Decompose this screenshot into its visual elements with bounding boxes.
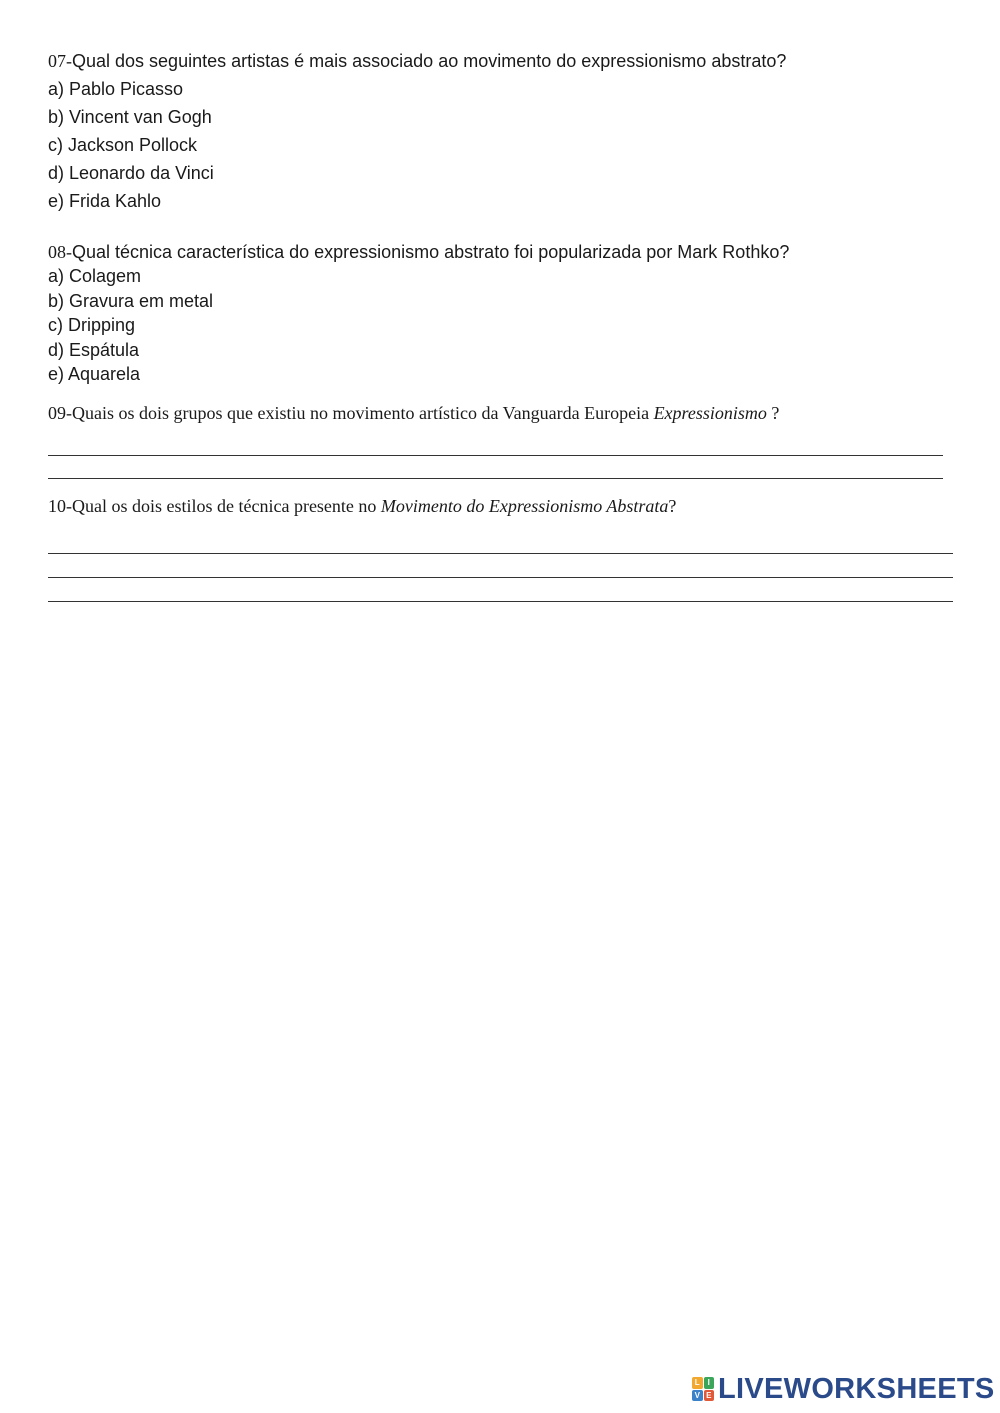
liveworksheets-logo-text: LIVEWORKSHEETS — [718, 1372, 995, 1405]
answer-line-10-2[interactable] — [48, 577, 953, 578]
logo-letter-l: L — [692, 1377, 703, 1389]
answer-line-09-2[interactable] — [48, 478, 943, 479]
question-08-text: Qual técnica característica do expressionismo abstrato foi popularizada por Mark Rothko? — [72, 242, 790, 262]
logo-letter-v: V — [692, 1390, 703, 1402]
question-07-option-d[interactable]: d) Leonardo da Vinci — [48, 163, 214, 183]
question-08-option-a[interactable]: a) Colagem — [48, 266, 142, 286]
answer-line-10-3[interactable] — [48, 601, 953, 602]
question-09-text: 09-Quais os dois grupos que existiu no movimento artístico da Vanguarda Europeia — [48, 403, 654, 423]
question-08-number: 08- — [48, 242, 72, 262]
question-10-italic: Movimento do Expressionismo Abstrata — [380, 496, 669, 516]
question-09-end: ? — [766, 403, 780, 423]
question-08-option-c[interactable]: c) Dripping — [48, 315, 136, 335]
question-08-option-e[interactable]: e) Aquarela — [48, 364, 141, 384]
question-07-option-c[interactable]: c) Jackson Pollock — [48, 135, 198, 155]
question-10 — [48, 494, 676, 518]
question-09-italic: Expressionismo — [653, 403, 767, 423]
liveworksheets-logo-icon — [692, 1377, 714, 1401]
question-08 — [48, 240, 789, 264]
question-07-option-e[interactable]: e) Frida Kahlo — [48, 191, 162, 211]
answer-line-10-1[interactable] — [48, 553, 953, 554]
logo-letter-e: E — [704, 1390, 715, 1402]
liveworksheets-logo — [692, 1374, 995, 1404]
logo-letter-i: I — [704, 1377, 715, 1389]
question-08-option-d[interactable]: d) Espátula — [48, 340, 140, 360]
question-08-option-b[interactable]: b) Gravura em metal — [48, 291, 214, 311]
question-09 — [48, 401, 779, 425]
question-07 — [48, 49, 786, 73]
question-07-text: Qual dos seguintes artistas é mais associado ao movimento do expressionismo abstrato? — [72, 51, 787, 71]
answer-line-09-1[interactable] — [48, 455, 943, 456]
question-10-end: ? — [668, 496, 677, 516]
question-07-option-a[interactable]: a) Pablo Picasso — [48, 79, 184, 99]
question-07-number: 07- — [48, 51, 72, 71]
question-07-option-b[interactable]: b) Vincent van Gogh — [48, 107, 212, 127]
question-10-text: 10-Qual os dois estilos de técnica presente no — [48, 496, 381, 516]
